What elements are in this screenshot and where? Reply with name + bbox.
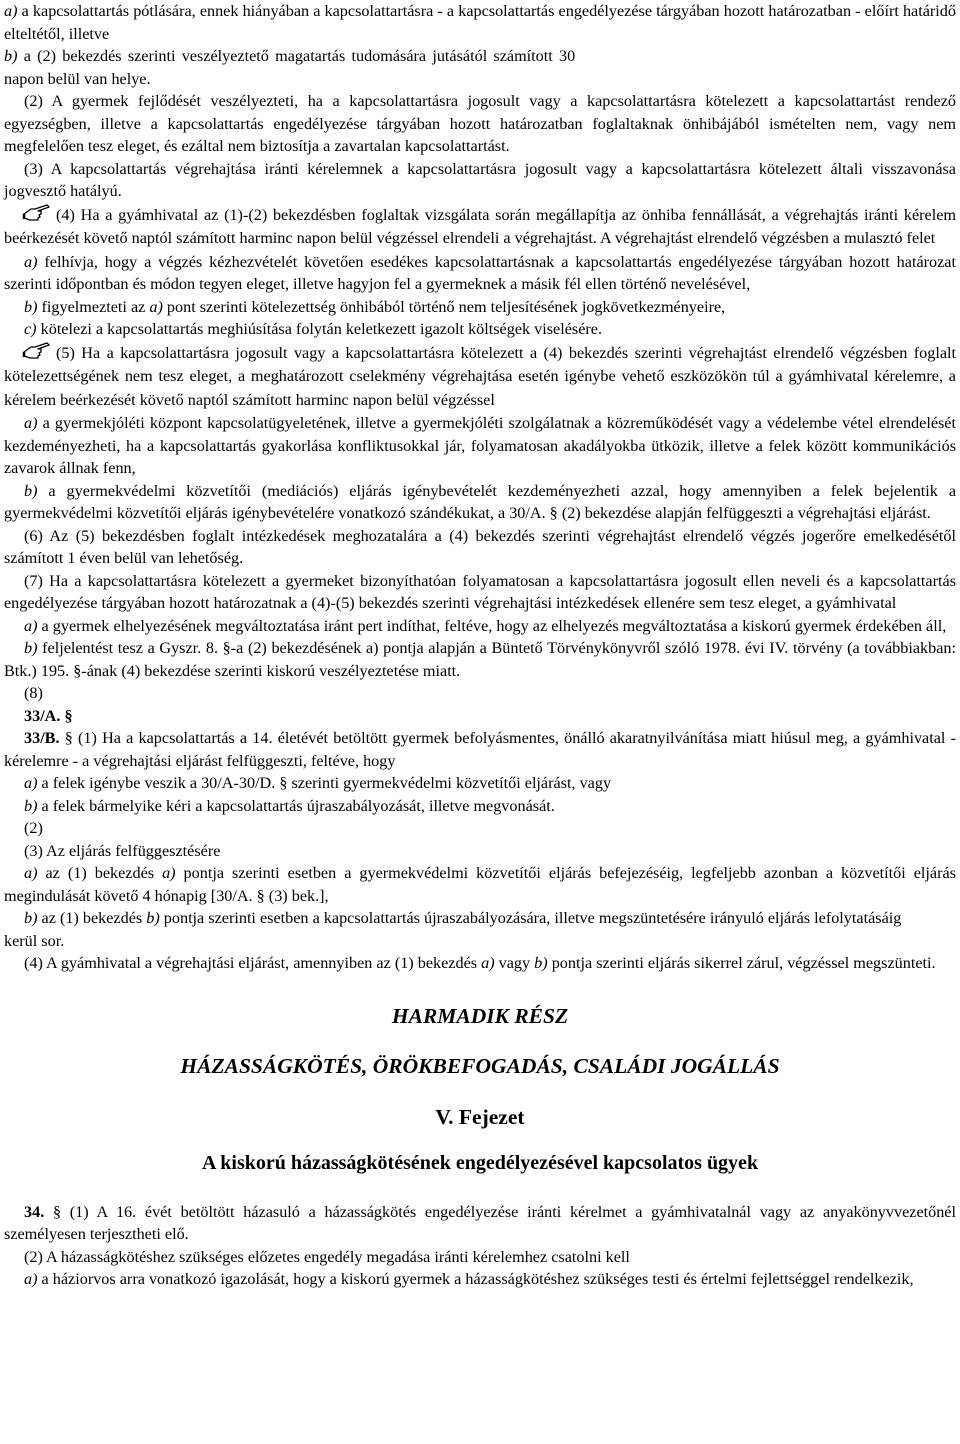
section-34 bbox=[4, 1201, 956, 1246]
list-letter: a) bbox=[4, 2, 18, 20]
paragraph-text: (5) Ha a kapcsolattartásra jogosult vagy a kapcsolattartásra kötelezett a (4) bekezdés szerinti végrehajtást elrendelő végzésben foglalt kötelezettségének nem tesz eleget, a meghatározott cselekmény végrehajtása esetén igénybe vehető eszközökön túl a gyámhivatal kérelemre, a kérelem beérkezését követő naptól számított harminc napon belül végzéssel bbox=[4, 343, 956, 409]
paragraph-8: (8) bbox=[24, 684, 43, 702]
chapter-title: A kiskorú házasságkötésének engedélyezésével kapcsolatos ügyek bbox=[201, 1152, 759, 1174]
section-33b-b bbox=[4, 795, 956, 818]
paragraph-text: vagy bbox=[494, 954, 535, 972]
paragraph-text: a felek igénybe veszik a 30/A-30/D. § szerinti gyermekvédelmi közvetítői eljárást, vagy bbox=[37, 774, 612, 792]
reference-letter: b) bbox=[146, 909, 160, 927]
reference-letter: b) bbox=[534, 954, 548, 972]
section-33b-3-end: kerül sor. bbox=[4, 931, 65, 950]
paragraph-text: az (1) bekezdés bbox=[37, 864, 163, 882]
section-33b-3: (3) Az eljárás felfüggesztésére bbox=[24, 841, 221, 860]
paragraph-4-b bbox=[4, 296, 956, 319]
list-letter: a) bbox=[24, 616, 38, 635]
paragraph-text: § (1) A 16. évét betöltött házasuló a házasságkötés engedélyezése iránti kérelmet a gyámhivatalnál vagy az anyakönyvvezetőnél személyesen terjesztheti elő. bbox=[4, 1202, 956, 1243]
pointing-hand-icon bbox=[22, 203, 52, 223]
paragraph-text: kötelezi a kapcsolattartás meghiúsítása folytán keletkezett igazolt költségek viselésére. bbox=[36, 320, 603, 338]
paragraph-4-a bbox=[4, 251, 956, 296]
reference-letter: a) bbox=[162, 864, 176, 882]
list-letter: b) bbox=[24, 909, 38, 927]
paragraph-text: az (1) bekezdés bbox=[37, 909, 147, 927]
list-letter: a) bbox=[24, 414, 38, 432]
list-letter: b) bbox=[24, 796, 38, 815]
paragraph-7: (7) Ha a kapcsolattartásra kötelezett a gyermeket bizonyíthatóan folyamatosan a kapcsolattartásra jogosult ellen neveli és a kapcsolattartás engedélyezése tárgyában hozott határozatnak a (4)-(5) bekezdés szerinti végrehajtási intézkedések ellenére sem tesz eleget, a gyámhivatal bbox=[4, 571, 956, 612]
section-33b-3-b bbox=[4, 907, 956, 930]
paragraph-5-b bbox=[4, 480, 956, 525]
paragraph-text: feljelentést tesz a Gyszr. 8. §-a (2) bekezdésének a) pontja alapján a Büntető Törvénykönyvről szóló 1978. évi IV. törvény (a továbbiakban: Btk.) 195. §-ának (4) bekezdése szerinti kiskorú veszélyeztetése miatt. bbox=[4, 639, 956, 680]
paragraph-text: (4) A gyámhivatal a végrehajtási eljárást, amennyiben az (1) bekezdés bbox=[24, 954, 482, 972]
list-letter: b) bbox=[24, 639, 38, 657]
list-letter: a) bbox=[24, 252, 38, 271]
list-letter: b) bbox=[4, 47, 18, 65]
section-33b bbox=[4, 727, 956, 772]
paragraph-7-b bbox=[4, 637, 956, 682]
paragraph-5-a bbox=[4, 412, 956, 480]
section-33b-4 bbox=[4, 952, 956, 975]
paragraph-text: a kapcsolattartás pótlására, ennek hiányában a kapcsolattartásra - a kapcsolattartás engedélyezése tárgyában hozott határozatban - előírt határidő elteltétől, illetve bbox=[4, 2, 956, 43]
section-sign: § bbox=[60, 706, 73, 725]
paragraph-text: pontja szerinti esetben a gyermekvédelmi közvetítői eljárás befejezéséig, legfeljebb azonban a közvetítői eljárás megindulását követő 4 hónapig [30/A. § (3) bek.], bbox=[4, 864, 956, 905]
reference-letter: a) bbox=[149, 297, 163, 316]
paragraph-intro-a bbox=[4, 0, 956, 45]
paragraph-intro-b bbox=[4, 45, 956, 90]
paragraph-3: (3) A kapcsolattartás végrehajtása iránti kérelemnek a kapcsolattartásra jogosult vagy a kapcsolattartásra kötelezett általi visszavonása jogvesztő hatályú. bbox=[4, 159, 956, 200]
paragraph-text: a felek bármelyike kéri a kapcsolattartás újraszabályozását, illetve megvonását. bbox=[37, 796, 555, 815]
paragraph-text: (4) Ha a gyámhivatal az (1)-(2) bekezdésben foglaltak vizsgálata során megállapítja az önhiba fennállását, a végrehajtás iránti kérelem beérkezését követő naptól számított harminc napon belül végzéssel elrendeli a végrehajtást. A végrehajtást elrendelő végzésben a mulasztó felet bbox=[4, 205, 956, 247]
paragraph-4 bbox=[4, 203, 956, 251]
paragraph-text: a gyermek elhelyezésének megváltoztatása iránt pert indíthat, feltéve, hogy az elhelyezés megváltoztatása a kiskorú gyermek érdekében áll, bbox=[37, 616, 947, 635]
list-letter: c) bbox=[24, 320, 37, 338]
paragraph-text: felhívja, hogy a végzés kézhezvételét követően esedékes kapcsolattartásnak a kapcsolattartás engedélyezése tárgyában hozott határozat szerinti időpontban és módon tegyen eleget, illetve hagyjon fel a gyermeknek a másik fél ellen történő nevelésével, bbox=[4, 252, 956, 293]
section-33b-3-a bbox=[4, 862, 956, 907]
paragraph-2: (2) A gyermek fejlődését veszélyezteti, ha a kapcsolattartásra jogosult vagy a kapcsolattartásra kötelezett a kapcsolattartást rendező egyezségben, illetve a kapcsolattartás engedélyezése tárgyában hozott határozatban foglaltaknak önhibájából ismételten nem, vagy nem megfelelően tesz eleget, és ezáltal nem biztosítja a zavartalan kapcsolattartást. bbox=[4, 92, 956, 155]
paragraph-text: figyelmezteti az bbox=[37, 297, 150, 316]
pointing-hand-icon bbox=[22, 341, 52, 361]
part-heading: HARMADIK RÉSZ bbox=[391, 1003, 569, 1028]
paragraph-text: a gyermekvédelmi közvetítői (mediációs) eljárás igénybevételét kezdeményezheti azzal, hogy amennyiben a felek bejelentik a gyermekvédelmi közvetítői eljárás igénybevételére vonatkozó szándékukat, a 30/A. § (2) bekezdése alapján felfüggeszti a végrehajtási eljárást. bbox=[4, 481, 956, 522]
paragraph-text: a gyermekjóléti központ kapcsolatügyeletének, illetve a gyermekjóléti szolgálatnak a közreműködését vagy a védelembe vétel elrendelését kezdeményezheti, ha a kapcsolattartás gyakorlása konfliktusokkal jár, folyamatosan akadályokba ütközik, illetve a felek között kommunikációs zavarok állnak fenn, bbox=[4, 414, 956, 477]
reference-letter: a) bbox=[481, 954, 495, 972]
paragraph-text: pontja szerinti eljárás sikerrel zárul, végzéssel megszünteti. bbox=[547, 954, 936, 972]
paragraph-5 bbox=[4, 341, 956, 413]
list-letter: a) bbox=[24, 864, 38, 882]
section-number: 34. bbox=[24, 1202, 45, 1221]
paragraph-text: a háziorvos arra vonatkozó igazolását, hogy a kiskorú gyermek a házasságkötéshez szükséges testi és értelmi fejlettséggel rendelkezik, bbox=[37, 1270, 914, 1288]
paragraph-text: pont szerinti kötelezettség önhibából történő nem teljesítésének jogkövetkezményeire, bbox=[162, 297, 726, 316]
section-34-2: (2) A házasságkötéshez szükséges előzetes engedély megadása iránti kérelemhez csatolni kell bbox=[24, 1247, 630, 1266]
document-page bbox=[4, 0, 956, 1291]
section-number: 33/A. bbox=[24, 706, 61, 725]
list-letter: a) bbox=[24, 1270, 38, 1288]
list-letter: b) bbox=[24, 481, 38, 500]
paragraph-6: (6) Az (5) bekezdésben foglalt intézkedések meghozatalára a (4) bekezdés szerinti végrehajtást elrendelő végzés jogerőre emelkedésétől számított 1 éven belül van lehetőség. bbox=[4, 526, 956, 567]
paragraph-4-c bbox=[4, 318, 956, 341]
section-number: 33/B. bbox=[24, 729, 60, 747]
part-title: HÁZASSÁGKÖTÉS, ÖRÖKBEFOGADÁS, CSALÁDI JOGÁLLÁS bbox=[180, 1054, 780, 1078]
section-33b-a bbox=[4, 772, 956, 795]
section-33b-2: (2) bbox=[24, 819, 43, 837]
section-33a bbox=[4, 705, 956, 728]
paragraph-text: a (2) bekezdés szerinti veszélyeztető magatartás tudomására jutásától számított 30 napon belül van helye. bbox=[4, 47, 576, 88]
paragraph-7-a bbox=[4, 615, 956, 638]
paragraph-text: pontja szerinti esetben a kapcsolattartás újraszabályozására, illetve megszüntetésére irányuló eljárás lefolytatásáig bbox=[159, 909, 902, 927]
list-letter: a) bbox=[24, 774, 38, 792]
paragraph-text: § (1) Ha a kapcsolattartás a 14. életévét betöltött gyermek befolyásmentes, önálló akaratnyilvánítása miatt hiúsul meg, a gyámhivatal - kérelemre - a végrehajtási eljárást felfüggeszti, feltéve, hogy bbox=[4, 729, 956, 770]
section-34-2-a bbox=[4, 1268, 956, 1291]
chapter-heading: V. Fejezet bbox=[435, 1104, 525, 1129]
list-letter: b) bbox=[24, 297, 38, 316]
